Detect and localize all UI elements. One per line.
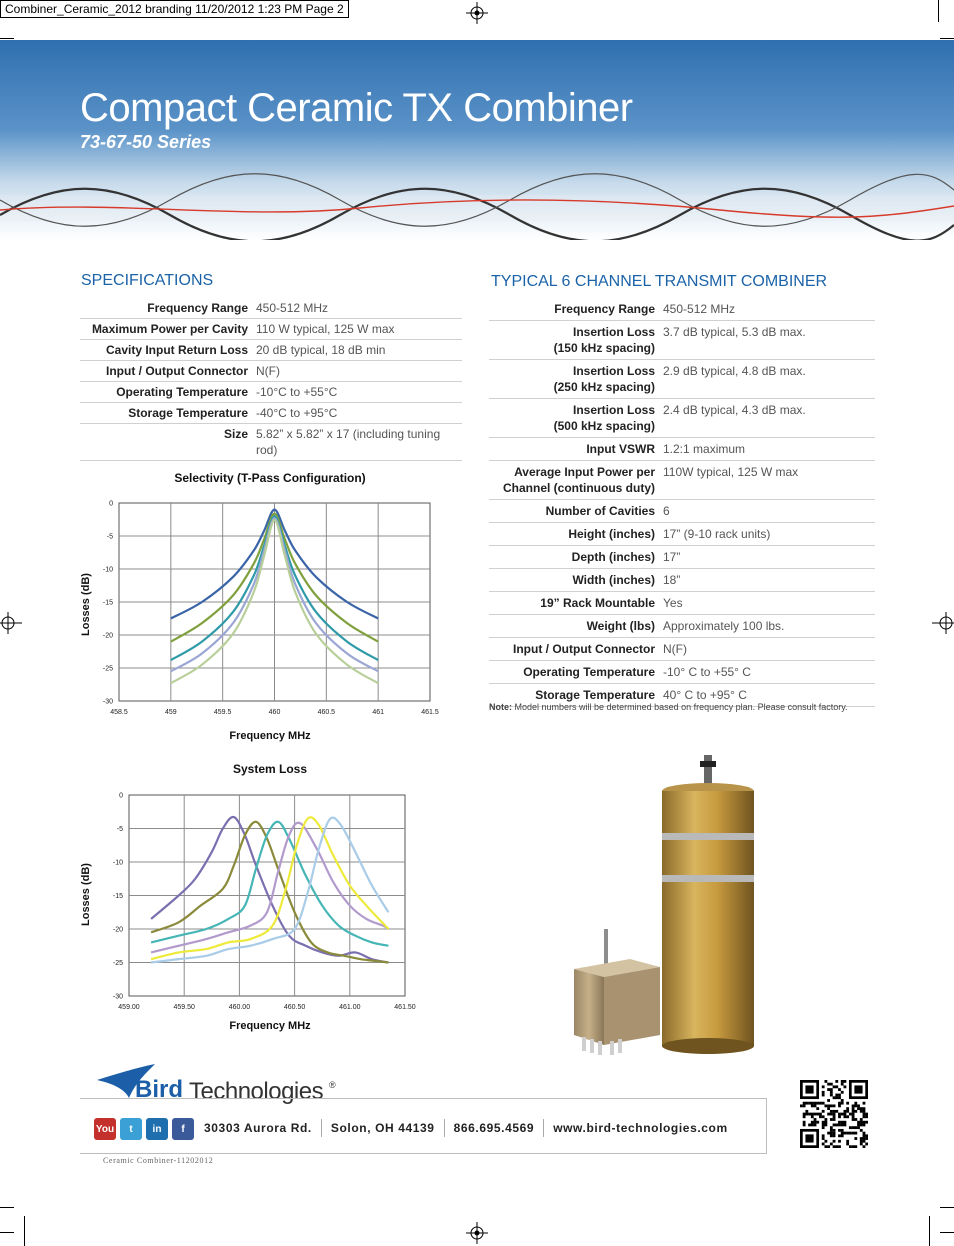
spec-label-text: Frequency Range — [554, 302, 655, 316]
y-tick-label: 0 — [109, 500, 113, 508]
spec-label — [489, 569, 659, 592]
spec-label-text: Average Input Power per — [514, 465, 655, 479]
spec-label-text: Size — [223, 427, 248, 441]
y-tick-label: -5 — [106, 533, 113, 541]
spec-row — [80, 340, 462, 361]
spec-label-text: Input / Output Connector — [513, 642, 655, 656]
selectivity-ylabel: Losses (dB) — [80, 573, 92, 636]
crop-mark — [938, 0, 939, 22]
spec-label-text: Storage Temperature — [535, 688, 655, 702]
document-id: Ceramic Combiner-11202012 — [103, 1156, 214, 1165]
facebook-icon[interactable]: f — [172, 1118, 194, 1140]
specifications-table — [80, 298, 462, 461]
spec-value: 2.4 dB typical, 4.3 dB max. — [659, 399, 875, 438]
x-tick-label: 460.5 — [317, 709, 336, 716]
y-tick-label: -30 — [112, 993, 123, 1001]
spec-label-text: Insertion Loss — [572, 403, 655, 417]
spec-label-text: 19” Rack Mountable — [540, 596, 655, 610]
spec-value: -10°C to +55°C — [252, 382, 462, 403]
spec-value: -40°C to +95°C — [252, 403, 462, 424]
crop-mark — [940, 38, 954, 39]
x-tick-label: 459.00 — [118, 1004, 140, 1011]
x-tick-label: 461.00 — [339, 1004, 361, 1011]
crop-mark — [24, 1216, 25, 1246]
spec-label — [489, 321, 659, 360]
spec-value: 2.9 dB typical, 4.8 dB max. — [659, 360, 875, 399]
combiner-product-photo — [560, 755, 790, 1060]
footer-address: 30303 Aurora Rd. — [204, 1121, 312, 1135]
page-subtitle: 73-67-50 Series — [80, 132, 212, 152]
registered-mark: ® — [329, 1080, 336, 1090]
spec-label-text: Number of Cavities — [545, 504, 655, 518]
qr-code-icon[interactable] — [800, 1080, 868, 1148]
spec-row — [489, 298, 875, 321]
spec-value: 6 — [659, 500, 875, 523]
spec-label — [489, 592, 659, 615]
spec-label-text: Depth (inches) — [571, 550, 655, 564]
footer-bar — [80, 1098, 767, 1154]
spec-row — [489, 523, 875, 546]
spec-label-text: Weight (lbs) — [586, 619, 655, 633]
spec-value: 18” — [659, 569, 875, 592]
x-tick-label: 459 — [164, 709, 177, 716]
registration-mark-icon — [932, 612, 954, 634]
system-loss-xlabel: Frequency MHz — [229, 1020, 311, 1032]
system-loss-chart — [80, 782, 450, 1022]
youtube-icon[interactable]: You — [94, 1118, 116, 1140]
spec-label — [489, 638, 659, 661]
footer-separator — [321, 1119, 322, 1137]
spec-label — [80, 382, 252, 403]
spec-row — [489, 438, 875, 461]
brand-name-light: Technologies — [189, 1078, 324, 1105]
x-tick-label: 461.5 — [421, 709, 439, 716]
footer-contact — [204, 1119, 728, 1137]
combiner-note — [489, 702, 879, 712]
note-text: Model numbers will be determined based on frequency plan. Please consult factory. — [514, 702, 848, 712]
spec-label — [489, 523, 659, 546]
spec-value: 17” (9-10 rack units) — [659, 523, 875, 546]
x-tick-label: 460.50 — [283, 1004, 306, 1011]
spec-label-subtext: (250 kHz spacing) — [553, 380, 655, 394]
x-tick-label: 460.00 — [228, 1004, 251, 1011]
spec-label-text: Height (inches) — [568, 527, 655, 541]
spec-value: Yes — [659, 592, 875, 615]
x-tick-label: 461.50 — [394, 1004, 416, 1011]
system-loss-chart-title: System Loss — [232, 762, 308, 776]
spec-label-subtext: Channel (continuous duty) — [503, 481, 655, 495]
spec-label — [489, 546, 659, 569]
spec-value: 40° C to +95° C — [659, 684, 875, 707]
spec-row — [489, 461, 875, 500]
y-tick-label: -25 — [112, 960, 123, 967]
spec-label-subtext: (500 kHz spacing) — [553, 419, 655, 433]
spec-row — [489, 360, 875, 399]
x-tick-label: 459.5 — [213, 709, 232, 716]
spec-value: 110W typical, 125 W max — [659, 461, 875, 500]
spec-label — [489, 461, 659, 500]
spec-row — [489, 661, 875, 684]
combiner-heading: TYPICAL 6 CHANNEL TRANSMIT COMBINER — [491, 273, 828, 290]
selectivity-xlabel: Frequency MHz — [229, 730, 311, 742]
spec-label-text: Input / Output Connector — [106, 364, 248, 378]
spec-value: 110 W typical, 125 W max — [252, 319, 462, 340]
spec-value: 20 dB typical, 18 dB min — [252, 340, 462, 361]
spec-label-subtext: (150 kHz spacing) — [553, 341, 655, 355]
spec-row — [489, 638, 875, 661]
spec-row — [489, 569, 875, 592]
y-tick-label: -5 — [116, 826, 123, 833]
spec-value: N(F) — [659, 638, 875, 661]
spec-label — [80, 340, 252, 361]
spec-row — [80, 403, 462, 424]
x-tick-label: 461 — [372, 709, 385, 716]
spec-label-text: Width (inches) — [572, 573, 655, 587]
spec-row — [80, 424, 462, 461]
spec-label — [80, 403, 252, 424]
spec-label-text: Operating Temperature — [523, 665, 655, 679]
spec-value: 5.82” x 5.82” x 17 (including tuning rod) — [252, 424, 462, 461]
spec-value: Approximately 100 lbs. — [659, 615, 875, 638]
spec-label — [489, 661, 659, 684]
spec-label-text: Input VSWR — [586, 442, 655, 456]
spec-row — [489, 615, 875, 638]
footer-phone[interactable]: 866.695.4569 — [453, 1121, 535, 1135]
crop-mark — [940, 1207, 954, 1208]
spec-label — [489, 438, 659, 461]
registration-mark-icon — [0, 612, 22, 634]
spec-value: 450-512 MHz — [252, 298, 462, 319]
spec-row — [489, 399, 875, 438]
page-title: Compact Ceramic TX Combiner — [80, 86, 633, 130]
twitter-icon[interactable]: t — [120, 1118, 142, 1140]
crop-mark — [0, 38, 14, 39]
specifications-heading: SPECIFICATIONS — [81, 272, 214, 289]
y-tick-label: -20 — [102, 632, 113, 640]
crop-mark — [0, 1207, 14, 1208]
brand-name-bold: Bird — [135, 1076, 183, 1103]
spec-row — [489, 321, 875, 360]
spec-value: 17” — [659, 546, 875, 569]
spec-label-text: Insertion Loss — [572, 364, 655, 378]
y-tick-label: -30 — [102, 698, 113, 706]
spec-row — [80, 319, 462, 340]
y-tick-label: 0 — [119, 792, 123, 800]
spec-label — [489, 298, 659, 321]
y-tick-label: -20 — [112, 926, 123, 934]
y-tick-label: -10 — [102, 566, 113, 574]
spec-row — [80, 361, 462, 382]
print-slug: Combiner_Ceramic_2012 branding 11/20/2012 1:23 PM Page 2 — [0, 0, 349, 18]
registration-mark-icon — [466, 2, 488, 24]
system-loss-ylabel: Losses (dB) — [80, 863, 92, 926]
y-tick-label: -25 — [102, 665, 113, 673]
linkedin-icon[interactable]: in — [146, 1118, 168, 1140]
y-tick-label: -10 — [112, 859, 123, 867]
spec-row — [489, 500, 875, 523]
spec-value: 1.2:1 maximum — [659, 438, 875, 461]
spec-label — [80, 361, 252, 382]
x-tick-label: 460 — [268, 709, 281, 716]
spec-label-text: Frequency Range — [147, 301, 248, 315]
spec-value: N(F) — [252, 361, 462, 382]
spec-label-text: Insertion Loss — [572, 325, 655, 339]
spec-label-text: Maximum Power per Cavity — [91, 322, 248, 336]
spec-value: -10° C to +55° C — [659, 661, 875, 684]
spec-label — [80, 298, 252, 319]
registration-mark-icon — [466, 1222, 488, 1244]
spec-value: 3.7 dB typical, 5.3 dB max. — [659, 321, 875, 360]
spec-label-text: Storage Temperature — [128, 406, 248, 420]
spec-row — [489, 546, 875, 569]
spec-row — [80, 298, 462, 319]
footer-separator — [543, 1119, 544, 1137]
spec-label — [80, 319, 252, 340]
spec-row — [80, 382, 462, 403]
spec-label — [489, 500, 659, 523]
crop-mark — [940, 1232, 954, 1233]
spec-label — [489, 399, 659, 438]
spec-label — [489, 360, 659, 399]
crop-mark — [929, 1216, 930, 1246]
combiner-specs-table — [489, 298, 875, 707]
footer-separator — [444, 1119, 445, 1137]
footer-city: Solon, OH 44139 — [330, 1121, 435, 1135]
y-tick-label: -15 — [112, 893, 123, 900]
spec-label — [80, 424, 252, 461]
footer-website-link[interactable]: www.bird-technologies.com — [553, 1121, 728, 1135]
spec-row — [489, 592, 875, 615]
y-tick-label: -15 — [102, 599, 113, 607]
spec-label-text: Cavity Input Return Loss — [105, 343, 248, 357]
crop-mark — [0, 1232, 14, 1233]
x-tick-label: 458.5 — [110, 709, 128, 716]
spec-label-text: Operating Temperature — [116, 385, 248, 399]
x-tick-label: 459.50 — [173, 1004, 195, 1011]
note-label: Note: — [489, 702, 512, 712]
selectivity-chart — [80, 490, 450, 730]
spec-label — [489, 615, 659, 638]
spec-value: 450-512 MHz — [659, 298, 875, 321]
selectivity-chart-title: Selectivity (T-Pass Configuration) — [174, 471, 366, 485]
social-links — [94, 1118, 194, 1140]
